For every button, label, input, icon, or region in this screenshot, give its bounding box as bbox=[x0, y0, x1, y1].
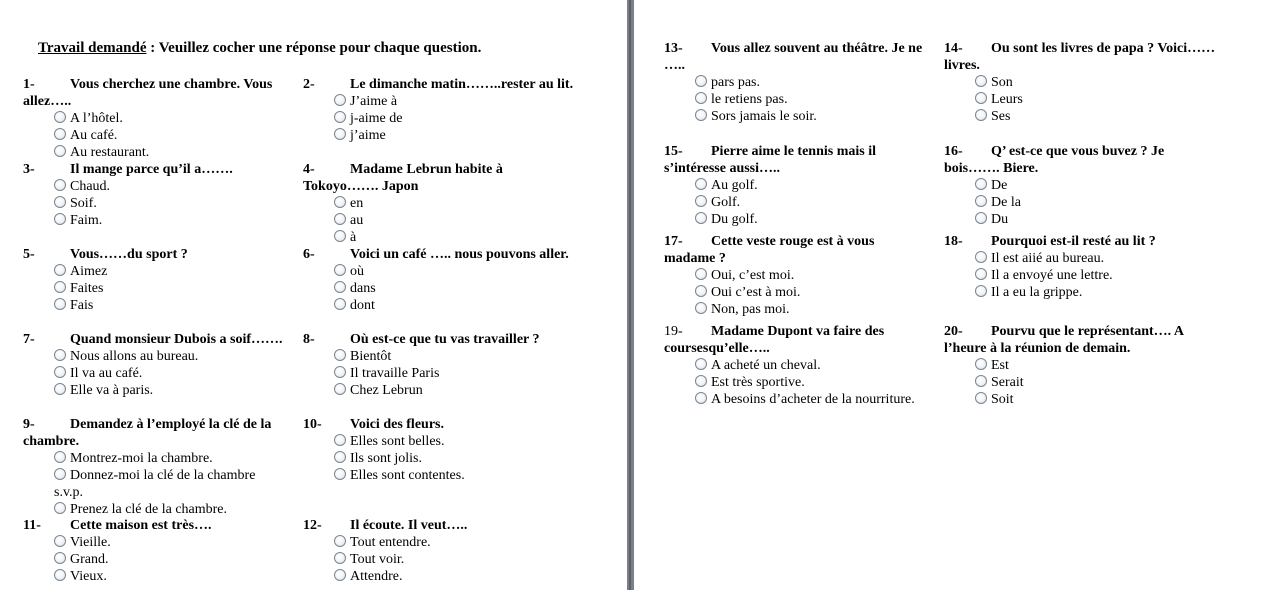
question-label: Il mange parce qu’il a……. bbox=[70, 162, 233, 177]
radio-button-icon[interactable] bbox=[54, 468, 66, 480]
answer-label: Il est aiié au bureau. bbox=[991, 251, 1105, 266]
answer-option[interactable] bbox=[23, 127, 285, 144]
answer-option[interactable] bbox=[303, 551, 578, 568]
question-label: Où est-ce que tu vas travailler ? bbox=[350, 332, 540, 347]
answer-label: A l’hôtel. bbox=[70, 111, 123, 126]
answer-label: Sors jamais le soir. bbox=[711, 109, 817, 124]
question-label: Pourvu que le représentant…. A l’heure à la réunion de demain. bbox=[944, 324, 1184, 356]
radio-button-icon[interactable] bbox=[695, 109, 707, 121]
radio-button-icon[interactable] bbox=[695, 178, 707, 190]
radio-button-icon[interactable] bbox=[334, 569, 346, 581]
answer-option[interactable] bbox=[944, 177, 1219, 194]
radio-button-icon[interactable] bbox=[975, 285, 987, 297]
page-divider bbox=[627, 0, 634, 590]
answer-option[interactable] bbox=[944, 267, 1219, 284]
answer-label: Au café. bbox=[70, 128, 118, 143]
radio-button-icon[interactable] bbox=[334, 349, 346, 361]
radio-button-icon[interactable] bbox=[54, 502, 66, 514]
radio-button-icon[interactable] bbox=[334, 94, 346, 106]
answer-option[interactable] bbox=[23, 467, 285, 501]
radio-button-icon[interactable] bbox=[975, 178, 987, 190]
answer-label: à bbox=[350, 230, 357, 245]
instructions-label: Travail demandé bbox=[38, 40, 147, 56]
radio-button-icon[interactable] bbox=[975, 358, 987, 370]
radio-button-icon[interactable] bbox=[695, 358, 707, 370]
answer-option[interactable] bbox=[303, 568, 578, 585]
question-label: Q’ est-ce que vous buvez ? Je bois……. Biere. bbox=[944, 144, 1165, 176]
answer-option[interactable] bbox=[303, 263, 578, 280]
answer-option[interactable] bbox=[664, 301, 926, 318]
radio-button-icon[interactable] bbox=[54, 145, 66, 157]
radio-button-icon[interactable] bbox=[975, 109, 987, 121]
question-number: 3- bbox=[23, 162, 35, 177]
answer-option[interactable] bbox=[944, 391, 1219, 408]
answer-label: De la bbox=[991, 195, 1021, 210]
answer-label: Golf. bbox=[711, 195, 741, 210]
question-number: 2- bbox=[303, 77, 315, 92]
question-text bbox=[303, 161, 578, 195]
radio-button-icon[interactable] bbox=[334, 535, 346, 547]
radio-button-icon[interactable] bbox=[695, 75, 707, 87]
answer-label: Soif. bbox=[70, 196, 97, 211]
answer-option[interactable] bbox=[303, 534, 578, 551]
radio-button-icon[interactable] bbox=[334, 264, 346, 276]
radio-button-icon[interactable] bbox=[54, 213, 66, 225]
answer-label: Oui c’est à moi. bbox=[711, 285, 801, 300]
radio-button-icon[interactable] bbox=[54, 196, 66, 208]
question-number: 18- bbox=[944, 234, 963, 249]
radio-button-icon[interactable] bbox=[975, 375, 987, 387]
radio-button-icon[interactable] bbox=[54, 128, 66, 140]
answer-option[interactable] bbox=[944, 357, 1219, 374]
question-2 bbox=[303, 76, 578, 144]
radio-button-icon[interactable] bbox=[975, 92, 987, 104]
radio-button-icon[interactable] bbox=[334, 230, 346, 242]
radio-button-icon[interactable] bbox=[334, 383, 346, 395]
answer-option[interactable] bbox=[664, 91, 926, 108]
answer-label: où bbox=[350, 264, 364, 279]
answer-label: Faim. bbox=[70, 213, 103, 228]
question-label: Cette maison est très…. bbox=[70, 518, 212, 533]
question-16 bbox=[944, 143, 1219, 228]
question-number: 7- bbox=[23, 332, 35, 347]
answer-option[interactable] bbox=[303, 280, 578, 297]
answer-option[interactable] bbox=[23, 348, 285, 365]
radio-button-icon[interactable] bbox=[54, 349, 66, 361]
answer-option[interactable] bbox=[303, 365, 578, 382]
radio-button-icon[interactable] bbox=[334, 281, 346, 293]
radio-button-icon[interactable] bbox=[695, 195, 707, 207]
radio-button-icon[interactable] bbox=[695, 92, 707, 104]
question-label: Madame Dupont va faire des coursesqu’elle….. bbox=[664, 324, 885, 356]
question-number: 8- bbox=[303, 332, 315, 347]
question-text bbox=[303, 246, 578, 263]
question-number: 19- bbox=[664, 324, 683, 339]
answer-label: Montrez-moi la chambre. bbox=[70, 451, 213, 466]
radio-button-icon[interactable] bbox=[695, 285, 707, 297]
answer-label: Donnez-moi la clé de la chambre s.v.p. bbox=[54, 468, 256, 500]
radio-button-icon[interactable] bbox=[975, 75, 987, 87]
answer-label: J’aime à bbox=[350, 94, 398, 109]
radio-button-icon[interactable] bbox=[54, 111, 66, 123]
answer-label: Au restaurant. bbox=[70, 145, 150, 160]
radio-button-icon[interactable] bbox=[695, 212, 707, 224]
answer-label: le retiens pas. bbox=[711, 92, 788, 107]
answer-label: Chaud. bbox=[70, 179, 111, 194]
answer-option[interactable] bbox=[944, 91, 1219, 108]
radio-button-icon[interactable] bbox=[695, 268, 707, 280]
question-number: 9- bbox=[23, 417, 35, 432]
answer-option[interactable] bbox=[664, 284, 926, 301]
question-number: 16- bbox=[944, 144, 963, 159]
answer-option[interactable] bbox=[23, 382, 285, 399]
answer-option[interactable] bbox=[303, 229, 578, 246]
question-label: Quand monsieur Dubois a soif……. bbox=[70, 332, 283, 347]
radio-button-icon[interactable] bbox=[54, 179, 66, 191]
radio-button-icon[interactable] bbox=[695, 392, 707, 404]
answer-option[interactable] bbox=[23, 365, 285, 382]
radio-button-icon[interactable] bbox=[334, 468, 346, 480]
radio-button-icon[interactable] bbox=[695, 302, 707, 314]
question-11 bbox=[23, 517, 285, 585]
radio-button-icon[interactable] bbox=[334, 366, 346, 378]
question-13 bbox=[664, 40, 926, 125]
answer-label: pars pas. bbox=[711, 75, 760, 90]
radio-button-icon[interactable] bbox=[334, 196, 346, 208]
question-text bbox=[23, 161, 285, 178]
question-text bbox=[944, 323, 1219, 357]
question-10 bbox=[303, 416, 578, 484]
answer-label: Serait bbox=[991, 375, 1024, 390]
answer-label: Faites bbox=[70, 281, 104, 296]
radio-button-icon[interactable] bbox=[975, 195, 987, 207]
answer-label: Elles sont belles. bbox=[350, 434, 445, 449]
answer-label: Non, pas moi. bbox=[711, 302, 790, 317]
answer-option[interactable] bbox=[303, 195, 578, 212]
answer-label: A acheté un cheval. bbox=[711, 358, 821, 373]
answer-option[interactable] bbox=[944, 74, 1219, 91]
answer-option[interactable] bbox=[23, 110, 285, 127]
answer-label: Chez Lebrun bbox=[350, 383, 423, 398]
radio-button-icon[interactable] bbox=[54, 569, 66, 581]
radio-button-icon[interactable] bbox=[334, 552, 346, 564]
answer-label: dans bbox=[350, 281, 376, 296]
radio-button-icon[interactable] bbox=[54, 298, 66, 310]
question-label: Voici des fleurs. bbox=[350, 417, 444, 432]
question-text bbox=[944, 233, 1219, 250]
radio-button-icon[interactable] bbox=[334, 111, 346, 123]
radio-button-icon[interactable] bbox=[54, 451, 66, 463]
answer-option[interactable] bbox=[23, 534, 285, 551]
answer-option[interactable] bbox=[23, 450, 285, 467]
answer-option[interactable] bbox=[664, 194, 926, 211]
answer-option[interactable] bbox=[23, 568, 285, 585]
radio-button-icon[interactable] bbox=[975, 392, 987, 404]
question-label: Il écoute. Il veut….. bbox=[350, 518, 468, 533]
question-5 bbox=[23, 246, 285, 314]
radio-button-icon[interactable] bbox=[54, 366, 66, 378]
answer-label: Est bbox=[991, 358, 1009, 373]
question-17 bbox=[664, 233, 926, 318]
answer-option[interactable] bbox=[23, 144, 285, 161]
question-text bbox=[664, 143, 926, 177]
question-text bbox=[303, 331, 578, 348]
answer-label: A besoins d’acheter de la nourriture. bbox=[711, 392, 915, 407]
answer-label: Elles sont contentes. bbox=[350, 468, 465, 483]
answer-option[interactable] bbox=[23, 501, 285, 518]
answer-label: Tout voir. bbox=[350, 552, 405, 567]
question-label: Madame Lebrun habite à Tokoyo……. Japon bbox=[303, 162, 503, 194]
answer-option[interactable] bbox=[664, 357, 926, 374]
question-number: 13- bbox=[664, 41, 683, 56]
answer-option[interactable] bbox=[303, 348, 578, 365]
answer-label: Aimez bbox=[70, 264, 108, 279]
answer-option[interactable] bbox=[664, 267, 926, 284]
question-number: 5- bbox=[23, 247, 35, 262]
question-label: Voici un café ….. nous pouvons aller. bbox=[350, 247, 569, 262]
answer-option[interactable] bbox=[664, 211, 926, 228]
answer-label: Tout entendre. bbox=[350, 535, 431, 550]
answer-label: Bientôt bbox=[350, 349, 392, 364]
question-text bbox=[23, 246, 285, 263]
question-18 bbox=[944, 233, 1219, 301]
question-8 bbox=[303, 331, 578, 399]
answer-option[interactable] bbox=[23, 212, 285, 229]
answer-option[interactable] bbox=[664, 177, 926, 194]
answer-label: Ils sont jolis. bbox=[350, 451, 422, 466]
answer-label: Fais bbox=[70, 298, 94, 313]
question-label: Le dimanche matin……..rester au lit. bbox=[350, 77, 574, 92]
question-label: Pourquoi est-il resté au lit ? bbox=[991, 234, 1156, 249]
answer-option[interactable] bbox=[23, 280, 285, 297]
question-label: Ou sont les livres de papa ? Voici……livres. bbox=[944, 41, 1216, 73]
radio-button-icon[interactable] bbox=[334, 213, 346, 225]
question-text bbox=[23, 331, 285, 348]
answer-option[interactable] bbox=[944, 250, 1219, 267]
answer-label: Vieille. bbox=[70, 535, 111, 550]
question-19 bbox=[664, 323, 926, 408]
question-9 bbox=[23, 416, 285, 518]
answer-label: dont bbox=[350, 298, 375, 313]
question-3 bbox=[23, 161, 285, 229]
question-text bbox=[664, 233, 926, 267]
question-6 bbox=[303, 246, 578, 314]
question-number: 20- bbox=[944, 324, 963, 339]
question-label: Vous allez souvent au théâtre. Je ne ….. bbox=[664, 41, 923, 73]
answer-option[interactable] bbox=[944, 284, 1219, 301]
answer-option[interactable] bbox=[944, 108, 1219, 125]
answer-label: Nous allons au bureau. bbox=[70, 349, 199, 364]
radio-button-icon[interactable] bbox=[54, 535, 66, 547]
question-number: 4- bbox=[303, 162, 315, 177]
answer-option[interactable] bbox=[303, 297, 578, 314]
radio-button-icon[interactable] bbox=[54, 552, 66, 564]
answer-label: Leurs bbox=[991, 92, 1023, 107]
radio-button-icon[interactable] bbox=[975, 212, 987, 224]
radio-button-icon[interactable] bbox=[54, 264, 66, 276]
question-number: 10- bbox=[303, 417, 322, 432]
answer-option[interactable] bbox=[23, 551, 285, 568]
answer-label: Grand. bbox=[70, 552, 109, 567]
answer-label: Est très sportive. bbox=[711, 375, 805, 390]
question-4 bbox=[303, 161, 578, 246]
answer-label: Du bbox=[991, 212, 1009, 227]
answer-label: Il va au café. bbox=[70, 366, 143, 381]
answer-option[interactable] bbox=[303, 467, 578, 484]
answer-label: Vieux. bbox=[70, 569, 107, 584]
answer-option[interactable] bbox=[303, 212, 578, 229]
question-number: 12- bbox=[303, 518, 322, 533]
question-text bbox=[23, 76, 285, 110]
answer-option[interactable] bbox=[23, 195, 285, 212]
question-1 bbox=[23, 76, 285, 161]
answer-label: Au golf. bbox=[711, 178, 758, 193]
question-text bbox=[303, 76, 578, 93]
question-text bbox=[944, 40, 1219, 74]
radio-button-icon[interactable] bbox=[54, 281, 66, 293]
question-text bbox=[23, 416, 285, 450]
question-12 bbox=[303, 517, 578, 585]
question-text bbox=[303, 517, 578, 534]
question-20 bbox=[944, 323, 1219, 408]
answer-option[interactable] bbox=[664, 108, 926, 125]
answer-label: Il a envoyé une lettre. bbox=[991, 268, 1113, 283]
question-7 bbox=[23, 331, 285, 399]
answer-label: Soit bbox=[991, 392, 1014, 407]
instructions-title bbox=[38, 40, 481, 57]
question-14 bbox=[944, 40, 1219, 125]
question-label: Pierre aime le tennis mais il s’intéresse aussi….. bbox=[664, 144, 876, 176]
answer-label: Il a eu la grippe. bbox=[991, 285, 1083, 300]
answer-label: j-aime de bbox=[350, 111, 403, 126]
answer-label: Oui, c’est moi. bbox=[711, 268, 795, 283]
question-text bbox=[303, 416, 578, 433]
radio-button-icon[interactable] bbox=[334, 298, 346, 310]
question-15 bbox=[664, 143, 926, 228]
answer-label: en bbox=[350, 196, 364, 211]
answer-option[interactable] bbox=[23, 178, 285, 195]
question-number: 1- bbox=[23, 77, 35, 92]
answer-option[interactable] bbox=[23, 263, 285, 280]
radio-button-icon[interactable] bbox=[695, 375, 707, 387]
answer-option[interactable] bbox=[303, 110, 578, 127]
answer-option[interactable] bbox=[664, 74, 926, 91]
answer-label: Prenez la clé de la chambre. bbox=[70, 502, 228, 517]
answer-option[interactable] bbox=[23, 297, 285, 314]
answer-label: Son bbox=[991, 75, 1013, 90]
radio-button-icon[interactable] bbox=[334, 451, 346, 463]
question-label: Vous cherchez une chambre. Vous allez….. bbox=[23, 77, 273, 109]
question-label: Vous……du sport ? bbox=[70, 247, 188, 262]
question-label: Cette veste rouge est à vous madame ? bbox=[664, 234, 875, 266]
answer-label: Du golf. bbox=[711, 212, 758, 227]
answer-label: au bbox=[350, 213, 364, 228]
question-number: 6- bbox=[303, 247, 315, 262]
answer-option[interactable] bbox=[664, 374, 926, 391]
answer-option[interactable] bbox=[303, 127, 578, 144]
question-text bbox=[23, 517, 285, 534]
answer-label: De bbox=[991, 178, 1008, 193]
question-number: 17- bbox=[664, 234, 683, 249]
question-number: 15- bbox=[664, 144, 683, 159]
answer-option[interactable] bbox=[664, 391, 926, 408]
radio-button-icon[interactable] bbox=[334, 434, 346, 446]
instructions-text: : Veuillez cocher une réponse pour chaque question. bbox=[146, 40, 482, 56]
question-text bbox=[664, 323, 926, 357]
question-label: Demandez à l’employé la clé de la chambre. bbox=[23, 417, 272, 449]
answer-option[interactable] bbox=[303, 93, 578, 110]
radio-button-icon[interactable] bbox=[975, 268, 987, 280]
question-text bbox=[944, 143, 1219, 177]
radio-button-icon[interactable] bbox=[975, 251, 987, 263]
answer-label: Elle va à paris. bbox=[70, 383, 154, 398]
answer-label: Ses bbox=[991, 109, 1011, 124]
answer-option[interactable] bbox=[944, 374, 1219, 391]
answer-option[interactable] bbox=[303, 433, 578, 450]
question-text bbox=[664, 40, 926, 74]
answer-label: Attendre. bbox=[350, 569, 403, 584]
radio-button-icon[interactable] bbox=[54, 383, 66, 395]
radio-button-icon[interactable] bbox=[334, 128, 346, 140]
answer-label: j’aime bbox=[350, 128, 386, 143]
answer-option[interactable] bbox=[944, 194, 1219, 211]
question-number: 14- bbox=[944, 41, 963, 56]
question-number: 11- bbox=[23, 518, 41, 533]
answer-option[interactable] bbox=[944, 211, 1219, 228]
answer-label: Il travaille Paris bbox=[350, 366, 440, 381]
answer-option[interactable] bbox=[303, 450, 578, 467]
answer-option[interactable] bbox=[303, 382, 578, 399]
